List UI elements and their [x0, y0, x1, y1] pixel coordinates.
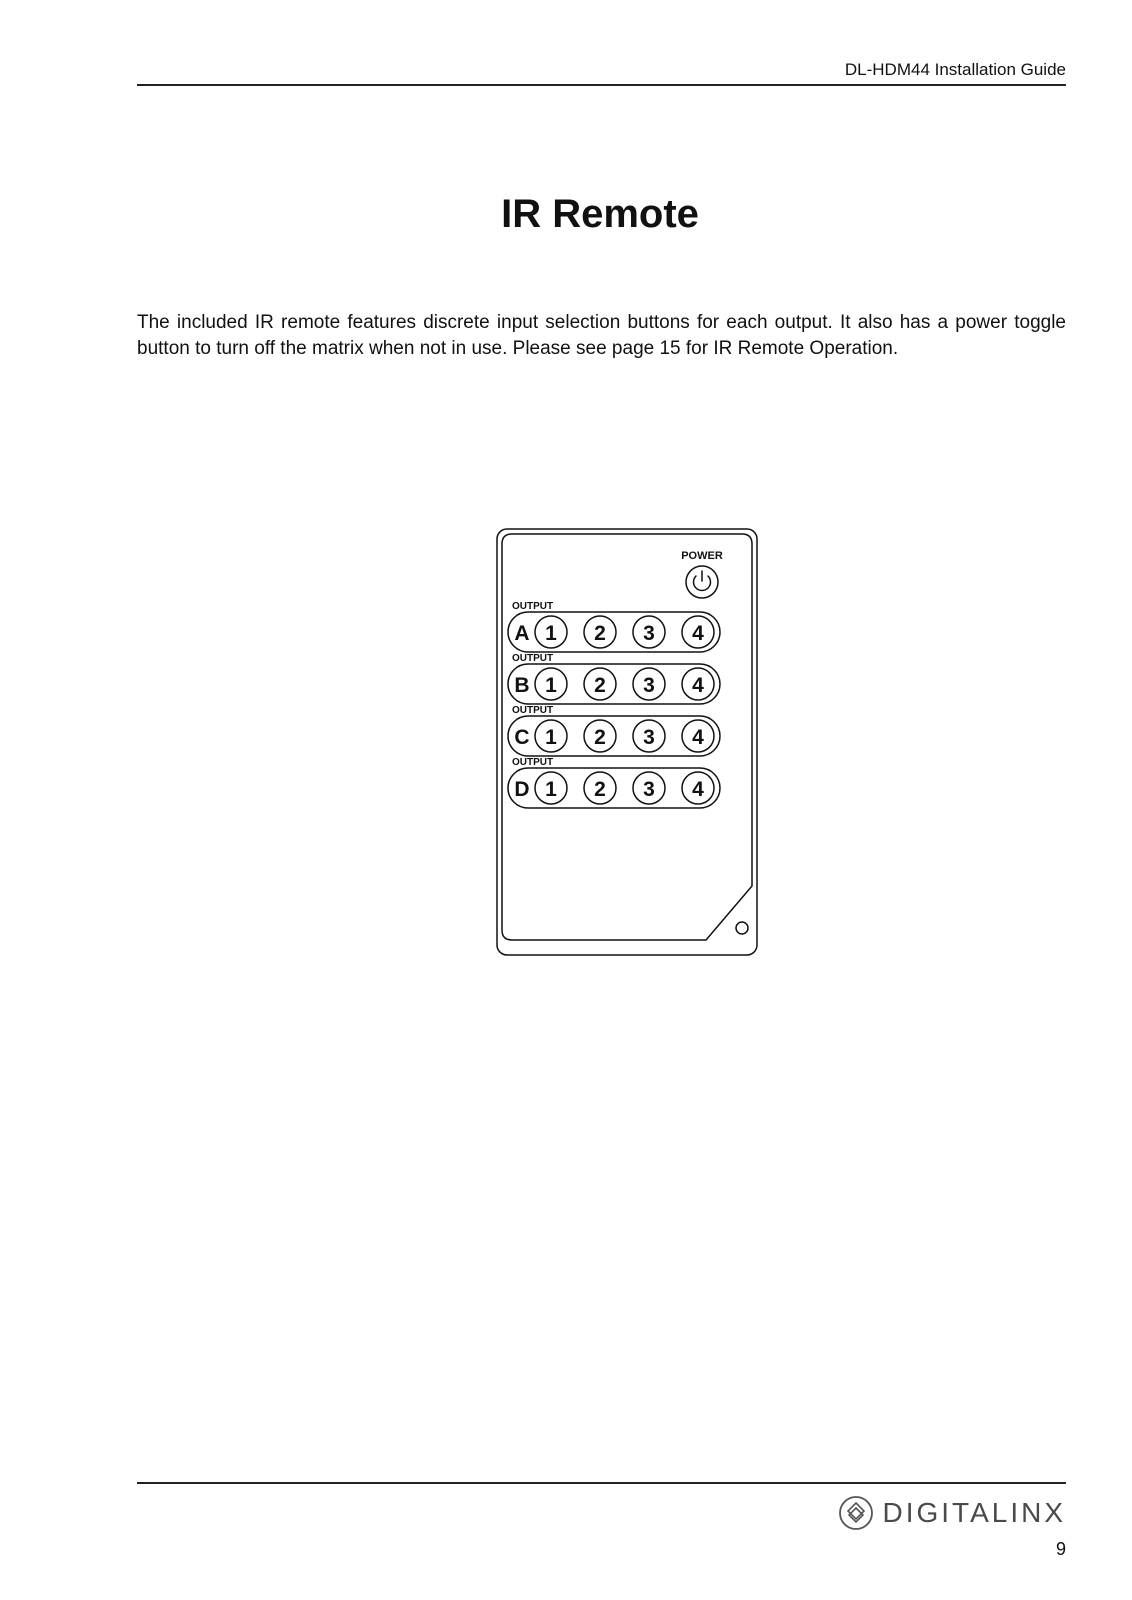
- input-button-label: 3: [643, 778, 655, 801]
- input-button-label: 3: [643, 622, 655, 645]
- input-button-label: 2: [594, 778, 606, 801]
- header-divider: [137, 84, 1066, 86]
- output-label: OUTPUT: [512, 705, 554, 716]
- input-button-label: 1: [545, 622, 557, 645]
- footer-divider: [137, 1482, 1066, 1484]
- output-letter-c: C: [514, 726, 530, 749]
- input-button-a1[interactable]: [535, 616, 567, 648]
- input-button-label: 4: [692, 778, 704, 801]
- digitalinx-logo-icon: [838, 1495, 874, 1531]
- input-button-label: 3: [643, 674, 655, 697]
- input-button-label: 3: [643, 726, 655, 749]
- input-button-c1[interactable]: [535, 720, 567, 752]
- input-button-label: 4: [692, 726, 704, 749]
- input-button-a4[interactable]: [682, 616, 714, 648]
- output-label: OUTPUT: [512, 601, 554, 612]
- input-button-label: 4: [692, 674, 704, 697]
- ir-remote-illustration: [496, 528, 758, 956]
- output-letter-d: D: [514, 778, 530, 801]
- output-rows: [508, 601, 720, 808]
- brand-logo: [838, 1493, 1066, 1533]
- input-button-d1[interactable]: [535, 772, 567, 804]
- input-button-a3[interactable]: [633, 616, 665, 648]
- input-button-d3[interactable]: [633, 772, 665, 804]
- input-button-b3[interactable]: [633, 668, 665, 700]
- input-button-label: 1: [545, 674, 557, 697]
- page-title: IR Remote: [501, 192, 699, 236]
- header-title: DL-HDM44 Installation Guide: [844, 60, 1066, 79]
- intro-paragraph: The included IR remote features discrete input selection buttons for each output. It also has a power toggle button to turn off the matrix when not in use. Please see page 15 for IR Remote Operation.: [137, 312, 1066, 359]
- input-button-label: 1: [545, 726, 557, 749]
- output-row-a: [508, 612, 720, 652]
- input-button-c4[interactable]: [682, 720, 714, 752]
- brand-name: DIGITALINX: [882, 1497, 1066, 1528]
- output-row-c: [508, 716, 720, 756]
- page-number: 9: [1055, 1539, 1066, 1559]
- input-button-b4[interactable]: [682, 668, 714, 700]
- input-button-c3[interactable]: [633, 720, 665, 752]
- output-row-b: [508, 664, 720, 704]
- power-button[interactable]: [686, 566, 718, 598]
- ir-remote-drawing: [496, 528, 758, 956]
- input-button-d4[interactable]: [682, 772, 714, 804]
- input-button-label: 2: [594, 622, 606, 645]
- input-button-label: 2: [594, 726, 606, 749]
- power-label: POWER: [681, 550, 723, 562]
- output-label: OUTPUT: [512, 757, 554, 768]
- input-button-label: 4: [692, 622, 704, 645]
- output-row-d: [508, 768, 720, 808]
- input-button-label: 1: [545, 778, 557, 801]
- output-letter-a: A: [514, 622, 530, 645]
- input-button-c2[interactable]: [584, 720, 616, 752]
- output-letter-b: B: [514, 674, 530, 697]
- input-button-a2[interactable]: [584, 616, 616, 648]
- input-button-d2[interactable]: [584, 772, 616, 804]
- input-button-label: 2: [594, 674, 606, 697]
- input-button-b2[interactable]: [584, 668, 616, 700]
- output-label: OUTPUT: [512, 653, 554, 664]
- input-button-b1[interactable]: [535, 668, 567, 700]
- ir-emitter-icon: [736, 922, 748, 934]
